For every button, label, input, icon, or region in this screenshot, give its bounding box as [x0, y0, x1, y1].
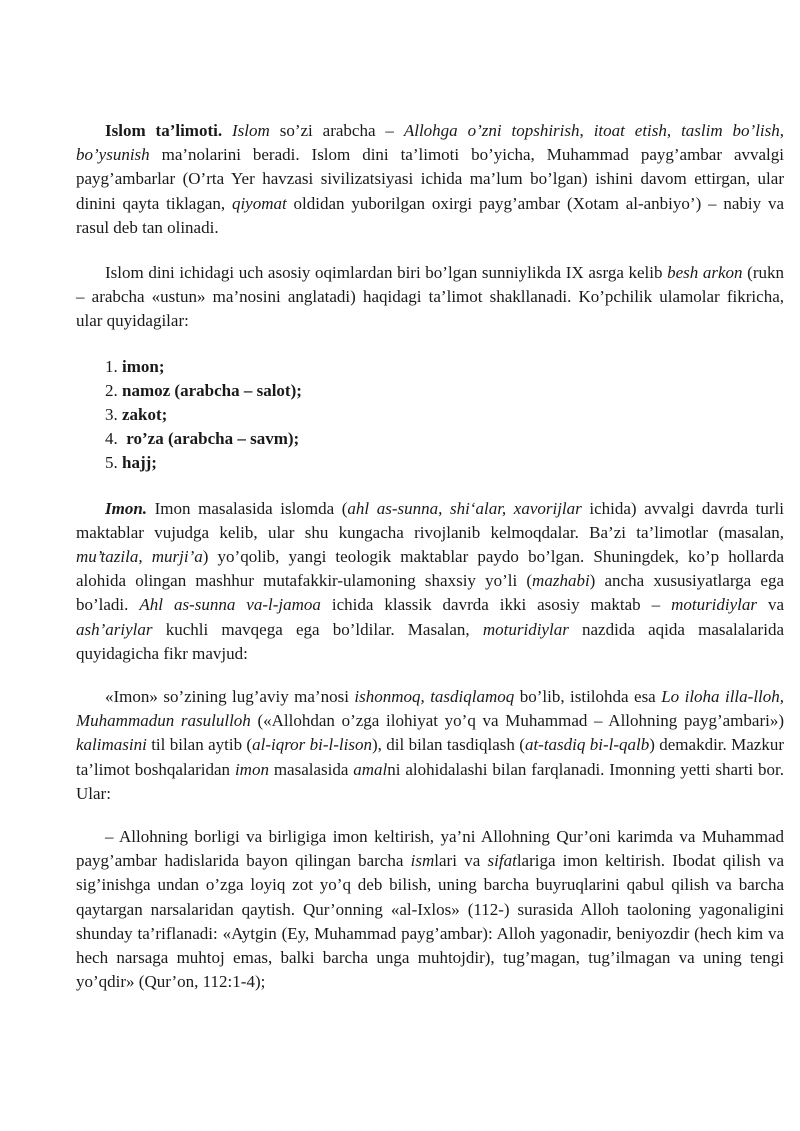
text-run: ) ancha xususiyatlarga ega bo’ladi. [76, 571, 784, 615]
text-run: til bilan aytib ( [146, 735, 253, 755]
list-item-text: hajj; [122, 453, 157, 473]
text-run: , [666, 121, 682, 140]
list-item [105, 379, 800, 403]
list-number: 1. [105, 356, 122, 376]
italic-term: ash’ariylar [76, 619, 153, 639]
italic-term: amal [353, 759, 388, 779]
paragraph-besh-arkon [0, 261, 784, 334]
list-item [105, 355, 800, 379]
list-item-text: imon; [122, 356, 165, 376]
italic-term: Allohga o’zni topshirish [403, 121, 580, 140]
paragraph-first-condition [0, 825, 784, 994]
italic-term: mazhabi [532, 571, 590, 591]
italic-term: ahl as-sunna, shi‘alar, xavorijlar [347, 498, 582, 518]
text-run: masalasida [268, 759, 354, 779]
italic-term: moturidiylar [482, 619, 569, 639]
list-item-text: namoz (arabcha – salot); [122, 380, 302, 400]
list-number: 2. [105, 380, 122, 400]
text-run: ichida klassik davrda ikki asosiy maktab – [320, 595, 672, 615]
section-heading-imon: Imon. [105, 498, 148, 518]
list-item [105, 403, 800, 427]
italic-term: besh arkon [667, 263, 743, 283]
text-run: ichida) avvalgi davrda turli maktablar vujudga kelib, ular shu kungacha rivojlanib kelmoqdalar. Ba’zi ta’limotlar (masalan, [76, 498, 784, 542]
italic-term: kalimasini [76, 735, 147, 755]
list-item-text: zakot; [122, 405, 168, 425]
text-run: so’zi arabcha – [269, 121, 404, 140]
text-run: nazdida aqida masalalarida quyidagicha fikr mavjud: [76, 619, 784, 663]
italic-term: taslim bo’lish [681, 121, 780, 140]
pillars-list [0, 355, 800, 476]
paragraph-islom-talimoti [0, 119, 784, 240]
text-run: lariga imon keltirish. Ibodat qilish va sig’inishga undan o’zga loyiq zot yo’q deb bilish, uning barcha buyruqlarini qabul qilish va barcha qaytargan narsalaridan qaytish. Qur’onning «al-Ixlos» (112-) surasida Alloh taoloning yagonaligini shunday ta’riflanadi: «Aytgin (Ey, Muhammad payg’ambar): Alloh yagonadir, beniyozdir (hech kim va hech narsaga muhtoj emas, balki barcha unga muhtojdir), tug’magan, tug’ilmagan va uning tengi yo’qdir» (Qur’on, 112:1-4); [76, 851, 785, 992]
text-run: (rukn – arabcha «ustun» ma’nosini anglatadi) haqidagi ta’limot shakllanadi. Ko’pchilik ulamolar fikricha, ular quyidagilar: [76, 263, 784, 331]
text-run: va [757, 595, 785, 615]
italic-term: Lo iloha illa-lloh, Muhammadun rasululloh [76, 687, 785, 731]
text-run: ni alohidalashi bilan farqlanadi. Imonning yetti sharti bor. Ular: [76, 759, 784, 803]
list-number: 3. [105, 405, 122, 425]
text-run: ) demakdir. Mazkur ta’limot boshqalaridan [76, 735, 784, 779]
text-run: kuchli mavqega ega bo’ldilar. Masalan, [152, 619, 483, 639]
text-run: ) yo’qolib, yangi teologik maktablar paydo bo’lgan. Shuningdek, ko’p hollarda alohida olingan mashhur mutafakkir-ulamoning shaxsiy yo’li ( [76, 547, 784, 591]
text-run: Imon masalasida islomda ( [147, 498, 348, 518]
italic-term: bo’ysunish [76, 145, 150, 165]
section-heading-islom-talimoti: Islom ta’limoti. [105, 121, 223, 140]
text-run: – Allohning borligi va birligiga imon keltirish, ya’ni Allohning Qur’oni karimda va Muhammad payg’ambar hadislarida bayon qilingan barcha [76, 827, 784, 871]
italic-term: at-tasdiq bi-l-qalb [524, 735, 650, 755]
text-run: ), dil bilan tasdiqlash ( [372, 735, 525, 755]
list-number: 5. [105, 453, 122, 473]
text-run: ma’nolarini beradi. Islom dini ta’limoti bo’yicha, Muhammad payg’ambar avvalgi payg’ambarlar (O’rta Yer havzasi sivilizatsiyasi ichida ma’lum bo’lgan) ishini davom ettirgan, ular dinini qayta tiklagan, [76, 145, 784, 213]
text-run: («Allohdan o’zga ilohiyat yo’q va Muhammad – Allohning payg’ambari») [250, 711, 784, 731]
italic-term: ishonmoq, tasdiqlamoq [354, 687, 515, 707]
italic-term: al-iqror bi-l-lison [252, 735, 372, 755]
italic-term: moturidiylar [671, 595, 758, 615]
text-run: oldidan yuborilgan oxirgi payg’ambar (Xotam al-anbiyo’) – nabiy va rasul deb tan olinadi. [76, 193, 784, 237]
paragraph-imon [0, 497, 784, 666]
italic-term: sifat [487, 851, 517, 871]
paragraph-imon-definition [0, 685, 784, 806]
text-run: bo’lib, istilohda esa [514, 687, 662, 707]
text-run: «Imon» so’zining lug’aviy ma’nosi [105, 687, 355, 707]
list-item [105, 427, 800, 451]
text-run: lari va [434, 851, 488, 871]
list-item-text: ro’za (arabcha – savm); [126, 429, 300, 449]
list-number: 4. [105, 429, 127, 449]
italic-term: Islom [232, 121, 270, 140]
text-run [222, 121, 232, 140]
italic-term: itoat etish [593, 121, 667, 140]
italic-term: imon [234, 759, 269, 779]
italic-term: mu’tazila, murji’a [76, 547, 203, 567]
text-run: Islom dini ichidagi uch asosiy oqimlardan biri bo’lgan sunniylikda IX asrga kelib [105, 263, 668, 283]
italic-term: qiyomat [231, 193, 287, 213]
text-run: , [779, 121, 785, 140]
italic-term: Ahl as-sunna va-l-jamoa [139, 595, 321, 615]
list-item [105, 451, 800, 475]
text-run: , [579, 121, 594, 140]
italic-term: ism [410, 851, 435, 871]
